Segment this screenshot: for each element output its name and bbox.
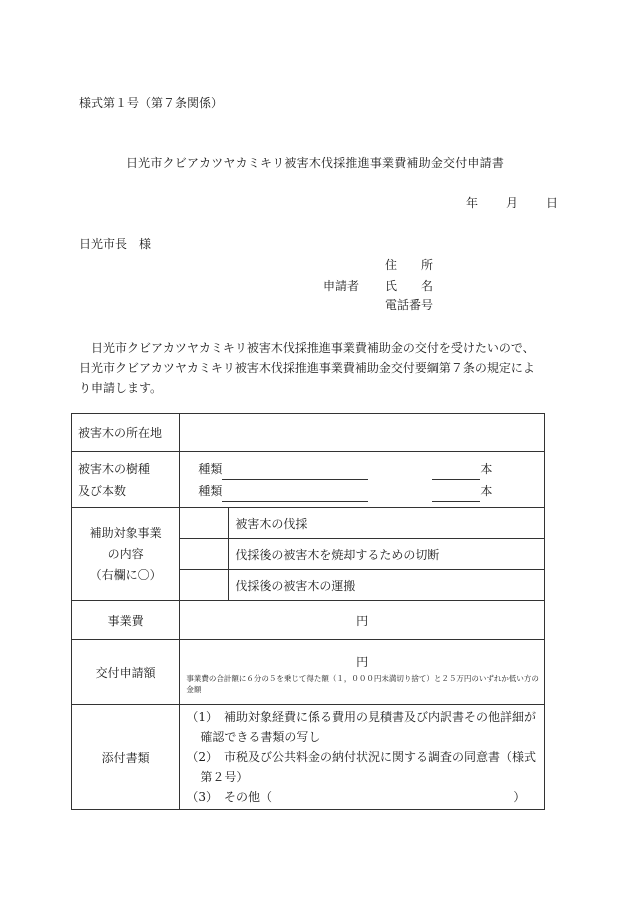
attachment-item: 第２号） [200, 770, 249, 784]
application-table [71, 413, 545, 810]
date-year: 年 [466, 196, 479, 210]
count-suffix: 本 [480, 461, 493, 476]
document-title: 日光市クビアカツヤカミキリ被害木伐採推進事業費補助金交付申請書 [125, 156, 505, 170]
species-line-1[interactable] [222, 467, 368, 480]
statement-line: 日光市クビアカツヤカミキリ被害木伐採推進事業費補助金交付要綱第７条の規定によ [79, 361, 535, 375]
species-field[interactable] [180, 452, 545, 508]
count-line-2[interactable] [432, 489, 480, 502]
target-check-2[interactable] [180, 539, 229, 570]
target-item: 伐採後の被害木を焼却するための切断 [229, 539, 545, 570]
yen-unit: 円 [356, 613, 369, 628]
count-line-1[interactable] [432, 467, 480, 480]
attachment-item: （2） 市税及び公共料金の納付状況に関する調査の同意書（様式 [186, 750, 536, 764]
count-suffix: 本 [480, 483, 493, 498]
attachments-list [180, 705, 545, 810]
target-label-line: 補助対象事業 [89, 525, 162, 540]
date-line [466, 197, 558, 209]
target-label-line: の内容 [107, 546, 144, 561]
target-check-3[interactable] [180, 570, 229, 601]
species-label-line: 被害木の樹種 [78, 461, 151, 476]
species-line-2[interactable] [222, 489, 368, 502]
species-label-line: 及び本数 [78, 483, 127, 498]
name-label: 氏 名 [385, 279, 434, 293]
date-month: 月 [506, 196, 519, 210]
apply-amount-note: 事業費の合計額に６分の５を乗じて得た額（１，０００円未満切り捨て）と２５万円のいずれか低い方の金額 [186, 673, 539, 694]
target-item: 伐採後の被害木の運搬 [229, 570, 545, 601]
application-statement [79, 338, 549, 398]
species-label [72, 452, 180, 508]
statement-line: り申請します。 [79, 381, 163, 395]
attachment-item: （1） 補助対象経費に係る費用の見積書及び内訳書その他詳細が [186, 710, 536, 724]
date-day: 日 [546, 196, 559, 210]
attachment-item: 確認できる書類の写し [200, 730, 321, 744]
addressee: 日光市長 様 [79, 237, 152, 251]
phone-label: 電話番号 [385, 298, 434, 312]
target-item: 被害木の伐採 [229, 508, 545, 539]
target-work-label [72, 508, 180, 601]
statement-line: 日光市クビアカツヤカミキリ被害木伐採推進事業費補助金の交付を受けたいので、 [91, 341, 535, 355]
attachment-other-close: ） [513, 790, 526, 804]
cost-label: 事業費 [72, 601, 180, 640]
apply-amount-label: 交付申請額 [72, 640, 180, 705]
attachment-item-other [186, 787, 536, 807]
target-label-line: （右欄に〇） [89, 567, 162, 582]
species-prefix: 種類 [198, 461, 223, 476]
attachment-other-label: （3） その他（ [186, 790, 272, 804]
species-prefix: 種類 [198, 483, 223, 498]
attachments-label: 添付書類 [72, 705, 180, 810]
form-number: 様式第１号（第７条関係） [79, 96, 224, 110]
yen-unit: 円 [356, 654, 369, 669]
location-label: 被害木の所在地 [72, 414, 180, 452]
location-field[interactable] [180, 414, 545, 452]
applicant-label: 申請者 [323, 279, 360, 293]
apply-amount-field[interactable] [180, 640, 545, 705]
address-label: 住 所 [385, 258, 434, 272]
target-check-1[interactable] [180, 508, 229, 539]
cost-field[interactable] [180, 601, 545, 640]
